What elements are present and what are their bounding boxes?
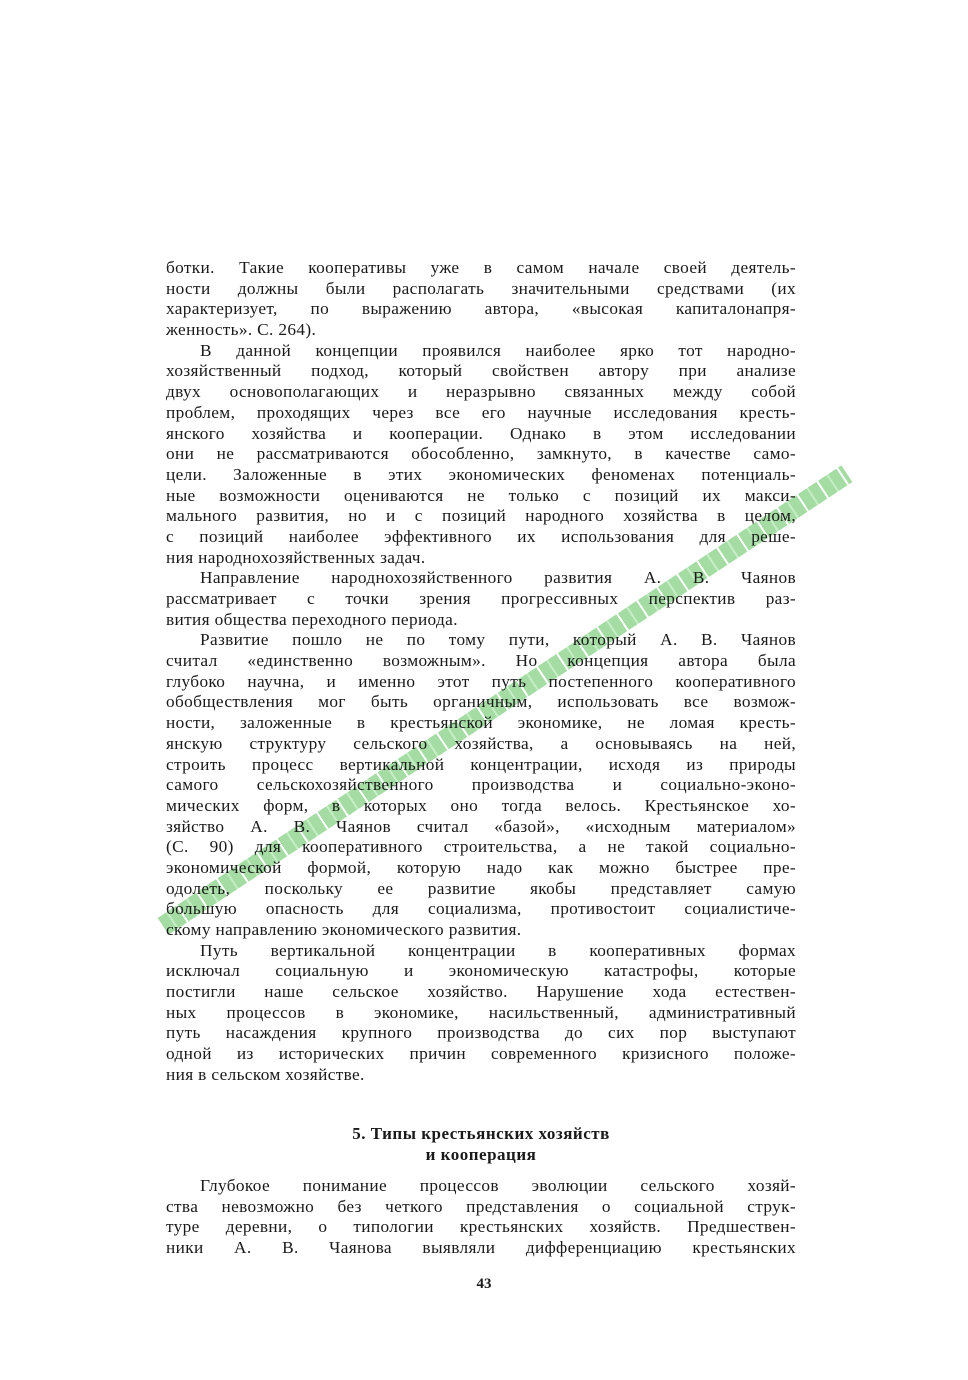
text-line: считал «единственно возможным». Но концепция автора была (166, 651, 796, 671)
text-line: цели. Заложенные в этих экономических феноменах потенциаль- (166, 464, 796, 484)
text-line: ники А. В. Чаянова выявляли дифференциацию крестьянских (166, 1238, 796, 1258)
text-line: ботки. Такие кооперативы уже в самом начале своей деятель- (166, 258, 796, 277)
text-line: В данной концепции проявился наиболее ярко тот народно- (200, 340, 796, 360)
text-line: ния в сельском хозяйстве. (166, 1064, 365, 1084)
text-line: глубоко научна, и именно этот путь постепенного кооперативного (166, 671, 796, 691)
text-line: Направление народнохозяйственного развития А. В. Чаянов (200, 568, 796, 588)
text-line: Развитие пошло не по тому пути, который А. В. Чаянов (200, 630, 796, 650)
text-line: ных процессов в экономике, насильственный, административный (166, 1002, 796, 1022)
text-line: экономической формой, которую надо как можно быстрее пре- (166, 857, 796, 877)
text-line: ности должны были располагать значительными средствами (их (166, 278, 796, 298)
text-line: скому направлению экономического развития. (166, 920, 522, 939)
page-number: 43 (476, 1276, 492, 1292)
text-line: двух основополагающих и неразрывно связанных между собой (166, 382, 796, 402)
text-line: строить процесс вертикальной концентрации, исходя из природы (166, 754, 796, 774)
text-line: янского хозяйства и кооперации. Однако в этом исследовании (166, 423, 796, 443)
text-line: с позиций наиболее эффективного их использования для реше- (166, 526, 796, 546)
text-line: характеризует, по выражению автора, «высокая капиталонапря- (166, 299, 796, 319)
text-line: ния народнохозяйственных задач. (166, 547, 426, 567)
text-line: мических форм, в которых оно тогда велось. Крестьянское хо- (166, 795, 796, 815)
text-line: одной из исторических причин современного кризисного положе- (166, 1044, 796, 1064)
section-heading-line1: 5. Типы крестьянских хозяйств (352, 1124, 610, 1143)
text-line: хозяйственный подход, который свойствен автору при анализе (166, 361, 796, 381)
text-line: Глубокое понимание процессов эволюции сельского хозяй- (200, 1176, 796, 1195)
text-line: проблем, проходящих через все его научные исследования кресть- (166, 402, 796, 422)
text-line: рассматривает с точки зрения прогрессивных перспектив раз- (166, 589, 796, 608)
text-line: туре деревни, о типологии крестьянских хозяйств. Предшествен- (166, 1217, 796, 1237)
section-heading-line2: и кооперация (425, 1145, 537, 1164)
text-line: женность». С. 264). (166, 320, 317, 340)
text-line: исключал социальную и экономическую катастрофы, которые (166, 961, 796, 981)
text-line: вития общества переходного периода. (166, 609, 458, 629)
text-line: путь насаждения крупного производства до сих пор выступают (166, 1023, 796, 1043)
text-line: обобществления мог быть органичным, использовать все возмож- (166, 692, 796, 712)
main-text (166, 258, 796, 1086)
text-line: большую опасность для социализма, противостоит социалистиче- (166, 899, 796, 919)
section-text (166, 1176, 796, 1259)
section-heading (166, 1123, 796, 1165)
text-line: янскую структуру сельского хозяйства, а основываясь на ней, (166, 733, 796, 753)
text-line: Путь вертикальной концентрации в кооперативных формах (200, 940, 796, 960)
text-line: ности, заложенные в крестьянской экономике, не ломая кресть- (166, 713, 796, 733)
text-line: мального развития, но и с позиций народного хозяйства в целом, (166, 506, 796, 526)
text-line: постигли наше сельское хозяйство. Нарушение хода естествен- (166, 982, 796, 1002)
text-line: самого сельскохозяйственного производства и социально-эконо- (166, 775, 796, 795)
text-line: они не рассматриваются обособленно, замкнуто, в качестве само- (166, 444, 796, 464)
text-line: зяйство А. В. Чаянов считал «базой», «исходным материалом» (166, 816, 796, 836)
text-line: (С. 90) для кооперативного строительства, а не такой социально- (166, 837, 796, 857)
text-line: ные возможности оцениваются не только с позиций их макси- (166, 485, 796, 505)
text-line: одолеть, поскольку ее развитие якобы представляет самую (166, 878, 796, 898)
text-line: ства невозможно без четкого представления о социальной струк- (166, 1196, 796, 1216)
